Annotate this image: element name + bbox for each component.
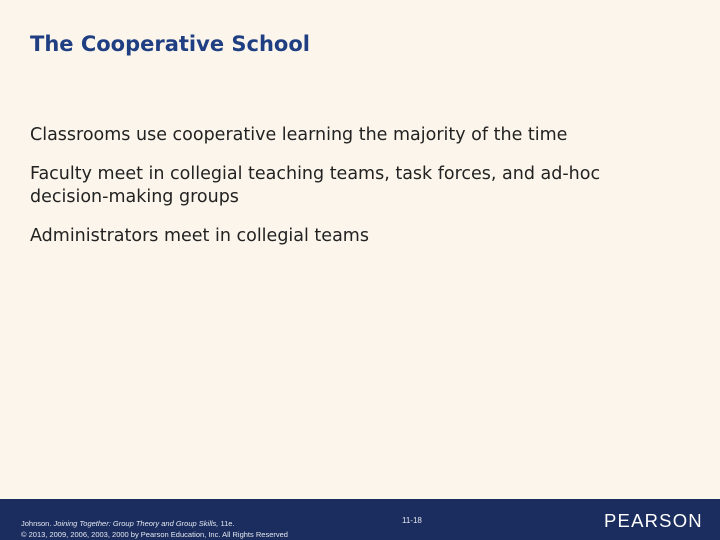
pearson-logo: PEARSON bbox=[604, 510, 703, 531]
page-number: 11-18 bbox=[402, 516, 422, 525]
bullet-item: Classrooms use cooperative learning the majority of the time bbox=[30, 125, 568, 145]
slide-title: The Cooperative School bbox=[30, 32, 310, 56]
citation-book-title: Joining Together: Group Theory and Group Skills, bbox=[53, 519, 219, 528]
citation-author: Johnson. bbox=[21, 519, 52, 528]
citation-line-1 bbox=[21, 518, 288, 529]
bullet-item: Faculty meet in collegial teaching teams, task forces, and ad-hoc decision-making groups bbox=[30, 164, 601, 207]
citation bbox=[21, 518, 288, 540]
footer-bar bbox=[0, 499, 720, 540]
copyright-notice: © 2013, 2009, 2006, 2003, 2000 by Pearson Education, Inc. All Rights Reserved bbox=[21, 530, 288, 539]
citation-edition: 11e. bbox=[220, 519, 235, 528]
bullet-list bbox=[30, 124, 670, 264]
bullet-item: Administrators meet in collegial teams bbox=[30, 226, 369, 246]
